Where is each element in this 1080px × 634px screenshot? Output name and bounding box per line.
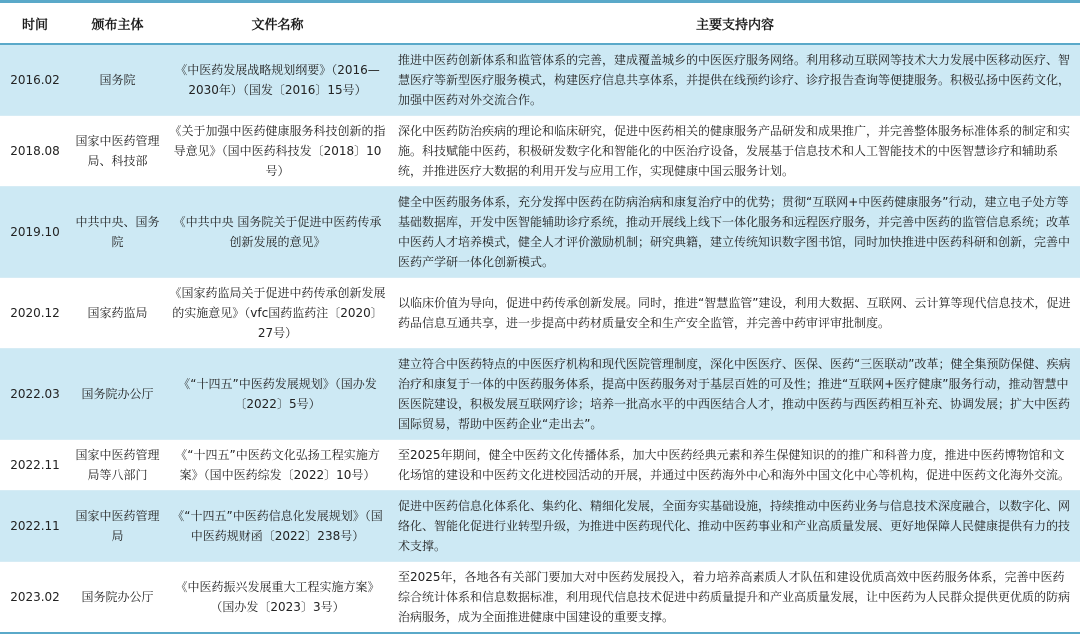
cell-issuer: 国务院办公厅 — [70, 562, 165, 634]
table-row — [0, 44, 1080, 116]
header-issuer: 颁布主体 — [70, 3, 165, 44]
cell-issuer: 国家中医药管理局等八部门 — [70, 440, 165, 491]
cell-time: 2018.08 — [0, 116, 70, 187]
cell-document: 《关于加强中医药健康服务科技创新的指导意见》（国中医药科技发〔2018〕10号） — [165, 116, 390, 187]
cell-content: 至2025年期间，健全中医药文化传播体系，加大中医药经典元素和养生保健知识的的推广和科普力度，推进中医药博物馆和文化场馆的建设和中医药文化进校园活动的开展，并通过中医药海外中心和海外中国文化中心等机构，促进中医药文化海外交流。 — [390, 440, 1080, 491]
cell-time: 2022.03 — [0, 349, 70, 440]
table-row — [0, 491, 1080, 562]
cell-issuer: 国家中医药管理局 — [70, 491, 165, 562]
cell-document: 《国家药监局关于促进中药传承创新发展的实施意见》（vfc国药监药注〔2020〕27号） — [165, 278, 390, 349]
table-row — [0, 349, 1080, 440]
table-row — [0, 116, 1080, 187]
table-row — [0, 278, 1080, 349]
cell-content: 健全中医药服务体系，充分发挥中医药在防病治病和康复治疗中的优势；贯彻“互联网+中医药健康服务”行动，建立电子处方等基础数据库，开发中医智能辅助诊疗系统，推动开展线上线下一体化服务和远程医疗服务，并完善中医药的监管信息系统；改革中医药人才培养模式，健全人才评价激励机制；研究典籍，建立传统知识数字图书馆，同时加快推进中医药科研和创新，完善中医药产学研一体化创新模式。 — [390, 187, 1080, 278]
cell-time: 2022.11 — [0, 491, 70, 562]
header-content: 主要支持内容 — [390, 3, 1080, 44]
cell-document: 《“十四五”中医药文化弘扬工程实施方案》（国中医药综发〔2022〕10号） — [165, 440, 390, 491]
table-row — [0, 440, 1080, 491]
cell-document: 《中医药振兴发展重大工程实施方案》（国办发〔2023〕3号） — [165, 562, 390, 634]
cell-content: 推进中医药创新体系和监管体系的完善，建成覆盖城乡的中医医疗服务网络。利用移动互联网等技术大力发展中医移动医疗、智慧医疗等新型医疗服务模式，构建医疗信息共享体系，并提供在线预约诊疗、诊疗报告查询等便捷服务。积极弘扬中医药文化，加强中医药对外交流合作。 — [390, 44, 1080, 116]
cell-issuer: 国务院办公厅 — [70, 349, 165, 440]
cell-document: 《“十四五”中医药信息化发展规划》（国中医药规财函〔2022〕238号） — [165, 491, 390, 562]
table-row — [0, 187, 1080, 278]
cell-time: 2019.10 — [0, 187, 70, 278]
cell-issuer: 国务院 — [70, 44, 165, 116]
cell-content: 至2025年，各地各有关部门要加大对中医药发展投入，着力培养高素质人才队伍和建设优质高效中医药服务体系，完善中医药综合统计体系和信息数据标准，利用现代信息技术促进中药质量提升和产业高质量发展，让中医药为人民群众提供更优质的防病治病服务，成为全面推进健康中国建设的重要支撑。 — [390, 562, 1080, 634]
cell-content: 深化中医药防治疾病的理论和临床研究，促进中医药相关的健康服务产品研发和成果推广，并完善整体服务标准体系的制定和实施。科技赋能中医药，积极研发数字化和智能化的中医治疗设备，发展基于信息技术和人工智能技术的中医智慧诊疗和辅助系统，并推进医疗大数据的利用开发与应用工作，实现健康中国云服务计划。 — [390, 116, 1080, 187]
cell-issuer: 国家中医药管理局、科技部 — [70, 116, 165, 187]
cell-time: 2022.11 — [0, 440, 70, 491]
policy-table — [0, 3, 1080, 634]
header-document: 文件名称 — [165, 3, 390, 44]
cell-time: 2023.02 — [0, 562, 70, 634]
cell-content: 促进中医药信息化体系化、集约化、精细化发展，全面夯实基础设施，持续推动中医药业务与信息技术深度融合，以数字化、网络化、智能化促进行业转型升级，为推进中医药现代化、推动中医药事业和产业高质量发展、更好地保障人民健康提供有力的技术支撑。 — [390, 491, 1080, 562]
header-time: 时间 — [0, 3, 70, 44]
cell-document: 《“十四五”中医药发展规划》（国办发〔2022〕5号） — [165, 349, 390, 440]
table-row — [0, 562, 1080, 634]
cell-document: 《中医药发展战略规划纲要》（2016—2030年）（国发〔2016〕15号） — [165, 44, 390, 116]
cell-content: 以临床价值为导向，促进中药传承创新发展。同时，推进“智慧监管”建设，利用大数据、互联网、云计算等现代信息技术，促进药品信息互通共享，进一步提高中药材质量安全和生产安全监管，并完善中药审评审批制度。 — [390, 278, 1080, 349]
cell-time: 2016.02 — [0, 44, 70, 116]
cell-issuer: 国家药监局 — [70, 278, 165, 349]
cell-document: 《中共中央 国务院关于促进中医药传承创新发展的意见》 — [165, 187, 390, 278]
cell-time: 2020.12 — [0, 278, 70, 349]
cell-content: 建立符合中医药特点的中医医疗机构和现代医院管理制度，深化中医医疗、医保、医药“三医联动”改革；健全集预防保健、疾病治疗和康复于一体的中医药服务体系，提高中医药服务对于基层百姓的可及性；推进“互联网+医疗健康”服务行动，推动智慧中医医院建设，积极发展互联网疗诊；培养一批高水平的中西医结合人才，推动中医药与西医药相互补充、协调发展；扩大中医药国际贸易，帮助中医药企业“走出去”。 — [390, 349, 1080, 440]
header-row — [0, 3, 1080, 44]
cell-issuer: 中共中央、国务院 — [70, 187, 165, 278]
